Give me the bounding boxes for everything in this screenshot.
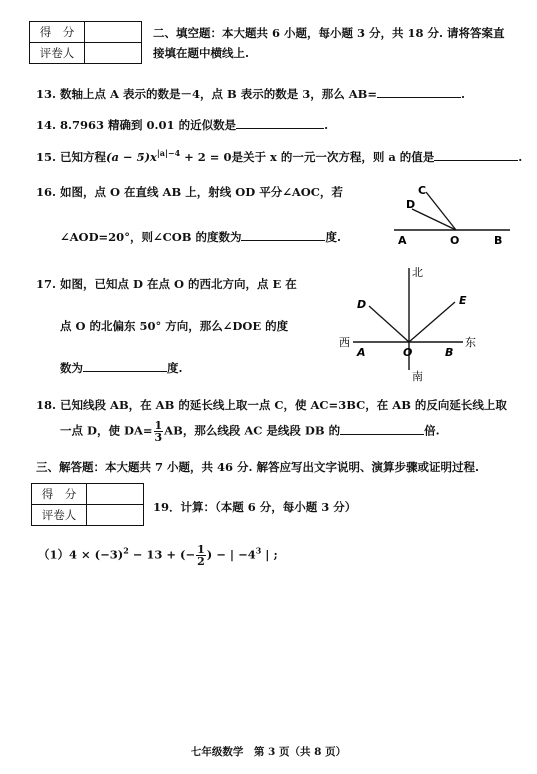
q17-unit: 度. <box>167 361 183 375</box>
q16-line1 <box>36 184 343 200</box>
grader-label-2: 评卷人 <box>32 505 87 526</box>
q16-figure <box>390 178 515 248</box>
q17-label-west: 西 <box>339 336 350 349</box>
q15-equation-rest: + 2 = 0 <box>180 149 232 164</box>
q15-number: 15. <box>36 149 57 164</box>
q14-answer-blank[interactable] <box>236 118 324 129</box>
q13-number: 13. <box>36 87 57 101</box>
q16-label-c: C <box>418 184 427 197</box>
q17-ray-oe <box>409 302 455 342</box>
q17-label-o: O <box>403 346 413 359</box>
q18-number: 18. <box>36 398 57 412</box>
section2-heading-line2: 接填在题中横线上. <box>153 46 250 60</box>
q16-label-d: D <box>406 198 416 211</box>
q15-answer-blank[interactable] <box>434 150 518 161</box>
q19-title: 19．计算：（本题 6 分，每小题 3 分） <box>153 500 357 514</box>
q19-part1-b: − 13 + (− <box>128 547 196 562</box>
q19-part1 <box>38 544 278 567</box>
q16-answer-blank[interactable] <box>241 230 325 241</box>
q18-text-line1: 已知线段 AB，在 AB 的延长线上取一点 C，使 AC=3BC，在 AB 的反向延长线上取 <box>60 398 507 412</box>
q19-frac-num: 1 <box>197 543 205 556</box>
q18-line2 <box>60 420 440 443</box>
q16-label-o: O <box>450 234 460 247</box>
q17-label-e: E <box>459 294 467 307</box>
grader-cell-2 <box>87 505 144 526</box>
q16-ray-oc <box>426 192 456 230</box>
q16-ray-od <box>412 209 456 230</box>
q18-text-line2-before: 一点 D，使 DA= <box>60 423 153 438</box>
q17-ray-od <box>369 306 409 342</box>
q17-text-line3: 数为 <box>60 361 83 375</box>
section2-heading-line1: 二、填空题：本大题共 6 小题，每小题 3 分，共 18 分. 请将答案直 <box>153 26 505 40</box>
q19-part1-d: | ; <box>261 547 278 562</box>
score-label: 得 分 <box>30 22 85 43</box>
q16-number: 16. <box>36 185 57 199</box>
q14-end: . <box>324 118 329 132</box>
q15-equation-exp: |a|−4 <box>156 148 181 158</box>
q16-label-a: A <box>398 234 407 247</box>
q13-end: . <box>460 87 465 101</box>
grader-label: 评卷人 <box>30 43 85 64</box>
q15-text-after: 是关于 x 的一元一次方程，则 a 的值是 <box>231 149 435 164</box>
q17-number: 17. <box>36 277 57 291</box>
q17-answer-blank[interactable] <box>83 361 167 372</box>
q17-line1 <box>36 276 297 292</box>
q19-part1-label: （1） <box>38 547 70 562</box>
score-box-bottom <box>31 483 144 526</box>
q17-label-b: B <box>445 346 454 359</box>
q13-text: 数轴上点 A 表示的数是－4，点 B 表示的数是 3，那么 AB= <box>60 87 377 101</box>
q19-part1-a: 4 × (−3) <box>69 547 124 562</box>
q18-frac-num: 1 <box>154 419 163 432</box>
score-cell-2 <box>87 484 144 505</box>
q17-label-a: A <box>357 346 366 359</box>
q16-text-line2: ∠AOD=20°，则∠COB 的度数为 <box>60 230 242 244</box>
section3-heading: 三、解答题：本大题共 7 小题，共 46 分. 解答应写出文字说明、演算步骤或证明过程. <box>36 460 480 474</box>
page-footer: 七年级数学 第 3 页（共 8 页） <box>190 746 347 758</box>
q18-frac-den: 3 <box>154 431 163 444</box>
q16-label-b: B <box>494 234 503 247</box>
score-cell <box>85 22 142 43</box>
q18-text-line2-after: AB，那么线段 AC 是线段 DB 的 <box>164 423 341 438</box>
q15-equation-base: (a − 5)x <box>106 149 157 164</box>
grader-cell <box>85 43 142 64</box>
question-13 <box>36 86 465 102</box>
question-14 <box>36 117 328 133</box>
q17-label-north: 北 <box>412 266 423 279</box>
q18-line1 <box>36 397 507 413</box>
q18-unit: 倍. <box>424 423 440 438</box>
q14-number: 14. <box>36 118 57 132</box>
score-label-2: 得 分 <box>32 484 87 505</box>
q18-fraction <box>154 420 164 443</box>
q16-line2 <box>60 229 341 245</box>
q19-part1-a-exp: 2 <box>123 545 129 556</box>
q16-text-line1: 如图，点 O 在直线 AB 上，射线 OD 平分∠AOC，若 <box>60 185 343 199</box>
q19-part1-c: ) − | −4 <box>206 547 256 562</box>
q19-part1-fraction <box>196 544 206 567</box>
q17-label-east: 东 <box>465 336 476 349</box>
q19-frac-den: 2 <box>197 555 205 568</box>
q17-compass-figure <box>335 258 485 386</box>
question-15 <box>36 148 522 165</box>
score-box-top <box>29 21 142 64</box>
q13-answer-blank[interactable] <box>377 87 461 98</box>
q15-end: . <box>518 149 523 164</box>
q14-text: 8.7963 精确到 0.01 的近似数是 <box>60 118 237 132</box>
q15-text-before: 已知方程 <box>60 149 107 164</box>
q16-unit: 度. <box>325 230 341 244</box>
q17-line3 <box>60 360 183 376</box>
q17-label-south: 南 <box>412 370 423 383</box>
q17-label-d: D <box>357 298 367 311</box>
q17-line2: 点 O 的北偏东 50° 方向，那么∠DOE 的度 <box>60 319 289 333</box>
q19-part1-c-exp: 3 <box>255 545 262 556</box>
q18-answer-blank[interactable] <box>340 424 424 435</box>
q17-text-line1: 如图，已知点 D 在点 O 的西北方向，点 E 在 <box>60 277 297 291</box>
